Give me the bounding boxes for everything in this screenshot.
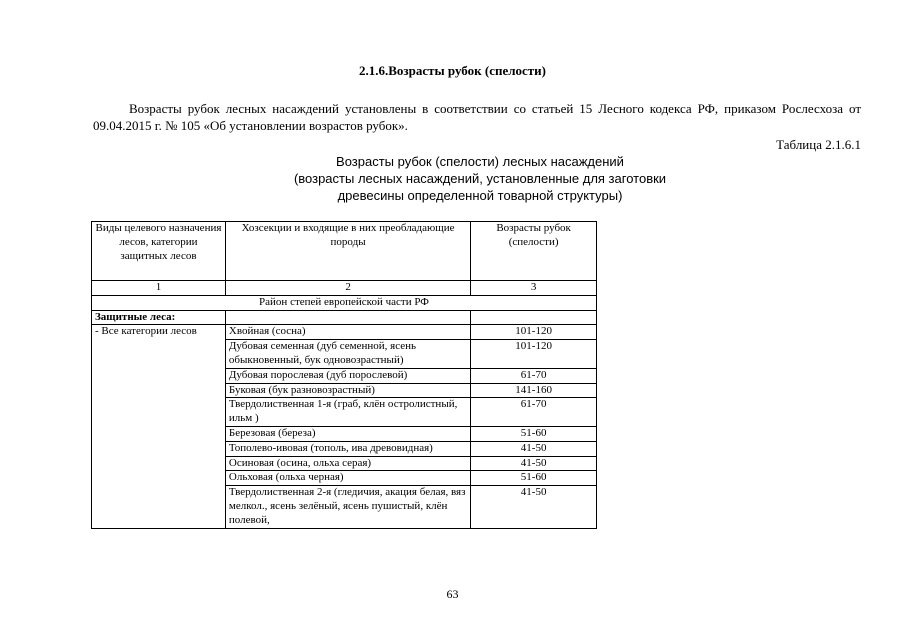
age-cell: 51-60	[471, 471, 597, 486]
table-title-line: (возрасты лесных насаждений, установленные для заготовки	[293, 171, 667, 186]
species-cell: Дубовая порослевая (дуб порослевой)	[225, 368, 470, 383]
age-cell: 41-50	[471, 441, 597, 456]
age-cell: 61-70	[471, 398, 597, 427]
species-cell: Тополево-ивовая (тополь, ива древовидная)	[225, 441, 470, 456]
age-cell: 61-70	[471, 368, 597, 383]
species-cell: Твердолиственная 1-я (граб, клён остролистный, ильм )	[225, 398, 470, 427]
column-number: 3	[471, 281, 597, 296]
table-title-line: древесины определенной товарной структуры)	[337, 188, 623, 203]
species-cell: Дубовая семенная (дуб семенной, ясень обыкновенный, бук одновозрастный)	[225, 340, 470, 369]
column-header: Хозсекции и входящие в них преобладающие породы	[225, 222, 470, 281]
column-header: Возрасты рубок (спелости)	[471, 222, 597, 281]
region-row	[92, 295, 597, 310]
species-cell: Твердолиственная 2-я (гледичия, акация белая, вяз мелкол., ясень зелёный, ясень пушистый, клён полевой,	[225, 486, 470, 528]
section-heading: 2.1.6.Возрасты рубок (спелости)	[358, 63, 546, 78]
region-label: Район степей европейской части РФ	[92, 295, 597, 310]
species-cell: Березовая (береза)	[225, 426, 470, 441]
age-cell: 51-60	[471, 426, 597, 441]
table-row	[92, 325, 597, 340]
column-number: 1	[92, 281, 226, 296]
section-label: Защитные леса:	[92, 310, 226, 325]
species-cell: Буковая (бук разновозрастный)	[225, 383, 470, 398]
table-title-line: Возрасты рубок (спелости) лесных насаждений	[336, 154, 624, 169]
age-cell: 101-120	[471, 340, 597, 369]
species-cell: Осиновая (осина, ольха серая)	[225, 456, 470, 471]
category-cell: - Все категории лесов	[92, 325, 226, 528]
page-number: 63	[446, 587, 459, 601]
table-title	[200, 153, 760, 204]
age-cell: 101-120	[471, 325, 597, 340]
empty-cell	[471, 310, 597, 325]
section-row	[92, 310, 597, 325]
age-cell: 41-50	[471, 456, 597, 471]
age-cell: 41-50	[471, 486, 597, 528]
species-cell: Хвойная (сосна)	[225, 325, 470, 340]
intro-paragraph: Возрасты рубок лесных насаждений установлены в соответствии со статьей 15 Лесного кодекса РФ, приказом Рослесхоза от 09.04.2015 г. № 105 «Об установлении возрастов рубок».	[93, 101, 861, 133]
column-number: 2	[225, 281, 470, 296]
cutting-age-table	[91, 221, 597, 529]
empty-cell	[225, 310, 470, 325]
age-cell: 141-160	[471, 383, 597, 398]
column-header: Виды целевого назначения лесов, категории защитных лесов	[92, 222, 226, 281]
table-number: Таблица 2.1.6.1	[776, 137, 861, 152]
species-cell: Ольховая (ольха черная)	[225, 471, 470, 486]
column-number-row	[92, 281, 597, 296]
table-header-row	[92, 222, 597, 281]
